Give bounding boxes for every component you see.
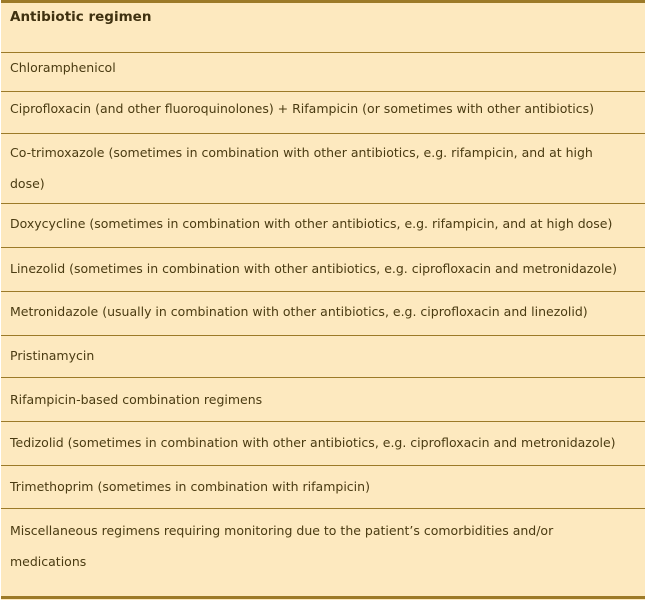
antibiotic-regimen-table [1, 0, 645, 600]
row-divider [1, 465, 645, 466]
table-header: Antibiotic regimen [10, 9, 152, 25]
table-row: Rifampicin-based combination regimens [10, 392, 263, 407]
table-bottom-rule [1, 596, 645, 599]
row-divider [1, 133, 645, 134]
row-divider [1, 508, 645, 509]
row-divider [1, 291, 645, 292]
table-row: Metronidazole (usually in combination with other antibiotics, e.g. ciprofloxacin and linezolid) [10, 304, 588, 319]
row-divider [1, 91, 645, 92]
table-row: Miscellaneous regimens requiring monitoring due to the patient’s comorbidities and/or medications [10, 523, 554, 569]
row-divider [1, 247, 645, 248]
table-row: Ciprofloxacin (and other fluoroquinolones) + Rifampicin (or sometimes with other antibiotics) [10, 101, 594, 116]
table-row: Trimethoprim (sometimes in combination with rifampicin) [10, 479, 370, 494]
table-row: Tedizolid (sometimes in combination with other antibiotics, e.g. ciprofloxacin and metronidazole) [10, 435, 616, 450]
table-row: Co-trimoxazole (sometimes in combination with other antibiotics, e.g. rifampicin, and at high dose) [10, 145, 593, 191]
table-row: Doxycycline (sometimes in combination with other antibiotics, e.g. rifampicin, and at high dose) [10, 216, 613, 231]
table-row: Chloramphenicol [10, 60, 116, 75]
row-divider [1, 377, 645, 378]
row-divider [1, 203, 645, 204]
row-divider [1, 421, 645, 422]
table-row: Pristinamycin [10, 348, 95, 363]
row-divider [1, 335, 645, 336]
table-row: Linezolid (sometimes in combination with other antibiotics, e.g. ciprofloxacin and metronidazole) [10, 261, 617, 276]
